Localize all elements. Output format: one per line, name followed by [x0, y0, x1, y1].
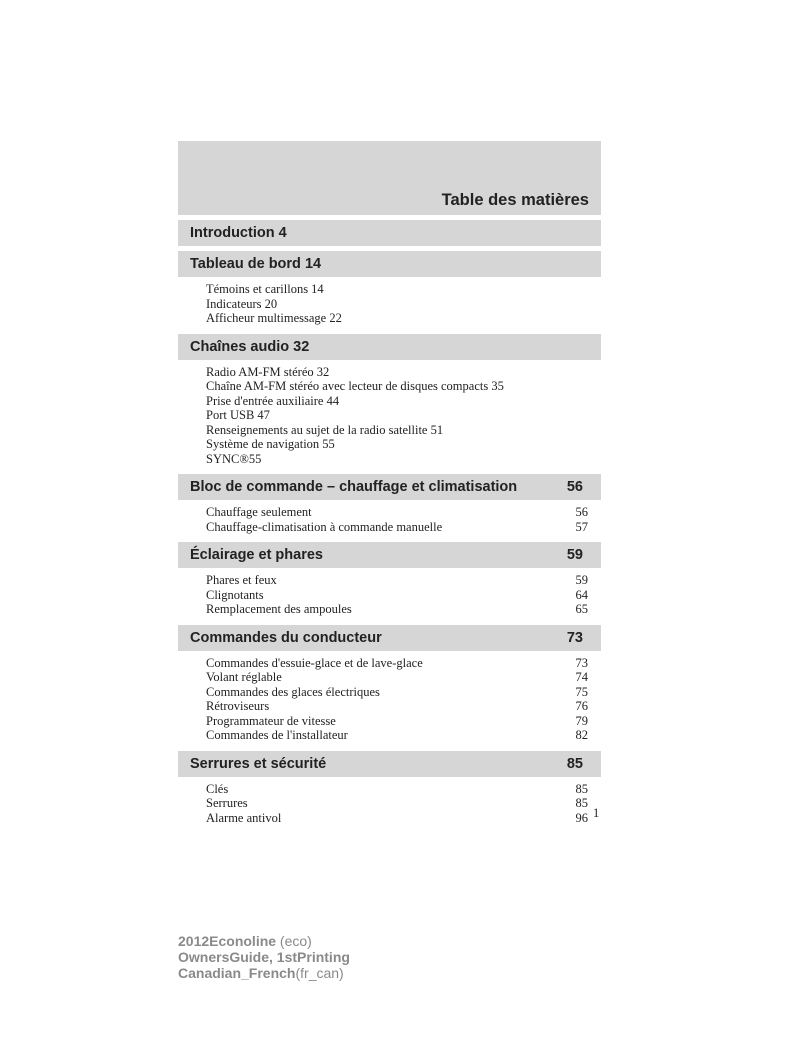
toc-entry[interactable]	[206, 699, 601, 714]
toc-entry[interactable]	[206, 282, 601, 297]
section-title: Bloc de commande – chauffage et climatisation	[190, 479, 518, 495]
section-title: Serrures et sécurité	[190, 755, 327, 772]
toc-entry-label: Remplacement des ampoules	[206, 602, 352, 616]
footer	[178, 933, 350, 981]
toc-entry[interactable]	[206, 423, 601, 438]
toc-entry-label: Commandes des glaces électriques	[206, 684, 380, 699]
toc-section-heading[interactable]	[178, 251, 601, 277]
toc-section-heading[interactable]	[178, 474, 601, 500]
toc-entry-page: 85	[575, 796, 588, 810]
toc-entry-label: Chauffage-climatisation à commande manuelle	[206, 519, 443, 534]
toc-entry-label: Port USB 47	[206, 408, 270, 422]
toc-entry-label: Radio AM-FM stéréo 32	[206, 364, 330, 379]
toc-entry-label: Témoins et carillons 14	[206, 282, 324, 296]
section-title: Introduction 4	[190, 225, 287, 241]
section-title: Commandes du conducteur	[190, 629, 382, 646]
section-page-number: 85	[566, 755, 583, 772]
header-band	[178, 141, 601, 215]
page-number: 1	[593, 806, 600, 820]
section-title: Tableau de bord 14	[190, 256, 322, 272]
toc-entry-page: 96	[575, 810, 588, 825]
toc-entry-page: 65	[575, 602, 588, 616]
toc-entry[interactable]	[206, 394, 601, 409]
toc-entry[interactable]	[206, 311, 601, 326]
toc-entry-label: Prise d'entrée auxiliaire 44	[206, 393, 340, 408]
toc-entry-list	[178, 360, 601, 470]
toc-entry[interactable]	[206, 437, 601, 452]
toc-entry-label: Rétroviseurs	[206, 699, 270, 713]
section-page-number: 56	[566, 479, 583, 495]
toc-entry[interactable]	[206, 728, 601, 743]
toc-entry[interactable]	[206, 297, 601, 312]
toc-entry-label: Commandes de l'installateur	[206, 728, 348, 742]
toc-entry-page: 74	[575, 670, 588, 684]
toc-entry[interactable]	[206, 588, 601, 603]
toc-entry-label: Afficheur multimessage 22	[206, 311, 342, 325]
toc-entry-label: Alarme antivol	[206, 810, 282, 825]
toc-entry-page: 82	[575, 728, 588, 742]
toc-section-heading[interactable]	[178, 625, 601, 651]
toc-entry[interactable]	[206, 452, 601, 467]
footer-line-2: OwnersGuide, 1stPrinting	[178, 949, 350, 965]
toc-entry-list	[178, 277, 601, 329]
toc-entry-label: Clés	[206, 781, 229, 796]
toc-entry-label: Indicateurs 20	[206, 296, 278, 311]
section-title: Chaînes audio 32	[190, 338, 310, 355]
toc-entry[interactable]	[206, 505, 601, 520]
toc-entry[interactable]	[206, 365, 601, 380]
toc-entry[interactable]	[206, 602, 601, 617]
toc-entry-list	[178, 651, 601, 746]
toc-entry-label: Serrures	[206, 796, 248, 810]
toc-section-heading[interactable]	[178, 751, 601, 777]
toc-entry[interactable]	[206, 811, 601, 826]
toc-entry-label: Chauffage seulement	[206, 505, 312, 519]
toc-entry-label: Chaîne AM-FM stéréo avec lecteur de disques compacts 35	[206, 379, 504, 393]
toc-entry-label: SYNC®55	[206, 451, 262, 466]
toc-entry-page: 56	[575, 505, 588, 519]
toc-entry[interactable]	[206, 408, 601, 423]
toc-entry[interactable]	[206, 656, 601, 671]
toc-entry-page: 64	[575, 587, 588, 602]
section-page-number: 73	[566, 629, 583, 646]
toc-entry-label: Renseignements au sujet de la radio satellite 51	[206, 422, 444, 437]
toc-entry[interactable]	[206, 379, 601, 394]
toc-entry[interactable]	[206, 714, 601, 729]
footer-line-3: Canadian_French(fr_can)	[178, 965, 344, 981]
toc-entry-list	[178, 568, 601, 620]
section-title: Éclairage et phares	[190, 547, 323, 563]
toc-entry[interactable]	[206, 520, 601, 535]
toc-section-heading[interactable]	[178, 220, 601, 246]
toc-entry-page: 79	[575, 713, 588, 728]
table-of-contents	[178, 220, 601, 828]
section-page-number: 59	[566, 547, 583, 563]
page-title: Table des matières	[441, 191, 589, 209]
toc-entry-page: 85	[575, 781, 588, 796]
toc-entry-label: Volant réglable	[206, 670, 282, 684]
toc-entry[interactable]	[206, 573, 601, 588]
toc-entry-label: Programmateur de vitesse	[206, 713, 336, 728]
toc-entry-list	[178, 777, 601, 829]
toc-entry-page: 75	[575, 684, 588, 699]
toc-entry-label: Système de navigation 55	[206, 437, 335, 451]
toc-entry-page: 57	[575, 519, 588, 534]
toc-entry-label: Phares et feux	[206, 573, 277, 587]
toc-section-heading[interactable]	[178, 334, 601, 360]
toc-page	[178, 141, 601, 828]
toc-entry[interactable]	[206, 796, 601, 811]
toc-section-heading[interactable]	[178, 542, 601, 568]
footer-line-1: 2012Econoline (eco)	[178, 933, 312, 949]
toc-entry[interactable]	[206, 782, 601, 797]
toc-entry-page: 59	[575, 573, 588, 587]
toc-entry-label: Clignotants	[206, 587, 264, 602]
toc-entry-page: 76	[575, 699, 588, 713]
toc-entry[interactable]	[206, 685, 601, 700]
toc-entry-page: 73	[575, 655, 588, 670]
toc-entry-label: Commandes d'essuie-glace et de lave-glace	[206, 655, 423, 670]
toc-entry-list	[178, 500, 601, 537]
toc-entry[interactable]	[206, 670, 601, 685]
